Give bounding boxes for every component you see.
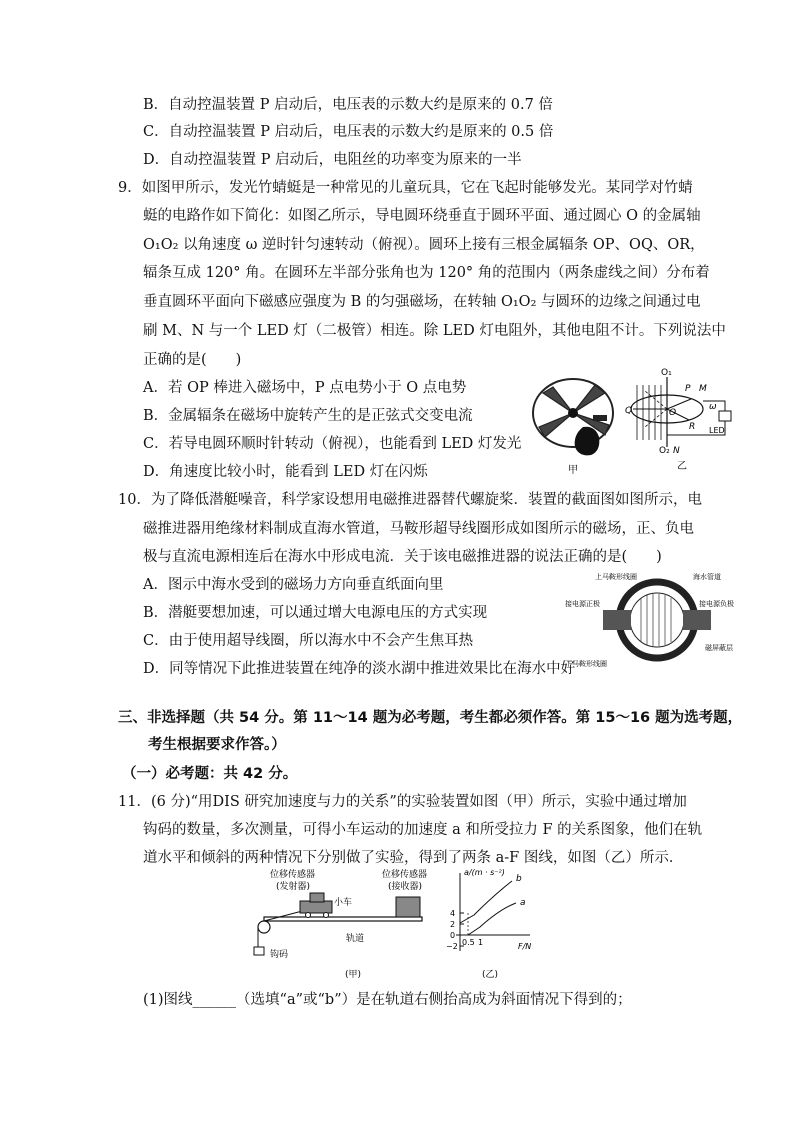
q11-tick-4: 4: [450, 909, 456, 918]
q11-caption-jia: (甲): [345, 970, 362, 980]
q9-stem-line1: 9．如图甲所示，发光竹蜻蜓是一种常见的儿童玩具，它在飞起时能够发光。某同学对竹蜻: [118, 180, 693, 196]
q10-option-c: C．由于使用超导线圈，所以海水中不会产生焦耳热: [143, 633, 474, 649]
q10-label-negative: 接电源负极: [699, 600, 734, 608]
q10-label-positive: 接电源正极: [565, 600, 600, 608]
q9-option-a: A．若 OP 棒进入磁场中，P 点电势小于 O 点电势: [143, 380, 467, 396]
q9-label-m: M: [699, 384, 707, 394]
q9-stem-line7: 正确的是( ): [143, 352, 242, 368]
q11-subquestion-1: (1)图线______（选填“a”或“b”）是在轨道右侧抬高成为斜面情况下得到的；: [143, 992, 632, 1008]
q11-label-sensor-receiver-sub: (接收器): [388, 882, 423, 892]
q9-figure-yi: [625, 365, 750, 475]
q10-label-lower-coil: 下马鞍形线圈: [565, 660, 607, 668]
q9-stem-line3: O₁O₂ 以角速度 ω 逆时针匀速转动（俯视）。圆环上接有三根金属辐条 OP、OQ、OR，: [143, 237, 705, 253]
q11-line-b-label: b: [516, 874, 522, 884]
q11-figure-yi: [430, 865, 550, 985]
q9-stem-line2: 蜓的电路作如下简化：如图乙所示，导电圆环绕垂直于圆环平面、通过圆心 O 的金属轴: [143, 208, 701, 224]
q9-stem-line4: 辐条互成 120° 角。在圆环左半部分张角也为 120° 角的范围内（两条虚线之间）分布着: [143, 265, 710, 281]
q11-label-weight: 钩码: [270, 950, 289, 960]
q8-option-c: C．自动控温装置 P 启动后，电压表的示数大约是原来的 0.5 倍: [143, 124, 554, 140]
q10-label-shield: 磁屏蔽层: [705, 644, 733, 652]
q11-label-sensor-emitter-sub: (发射器): [276, 882, 311, 892]
section3-heading-line1: 三、非选择题（共 54 分。第 11～14 题为必考题，考生都必须作答。第 15～16 题为选考题，: [118, 710, 743, 726]
q11-tick-neg2: −2: [446, 942, 458, 951]
q11-stem-line2: 钩码的数量，多次测量，可得小车运动的加速度 a 和所受拉力 F 的关系图象，他们在轨: [143, 822, 703, 838]
q11-label-track: 轨道: [346, 934, 365, 944]
q11-label-sensor-emitter: 位移传感器: [270, 870, 316, 880]
q9-label-o1: O₁: [661, 368, 672, 378]
q11-tick-0: 0: [450, 931, 456, 940]
q10-option-b: B．潜艇要想加速，可以通过增大电源电压的方式实现: [143, 605, 488, 621]
q9-option-d: D．角速度比较小时，能看到 LED 灯在闪烁: [143, 464, 428, 480]
q9-label-p: P: [685, 384, 691, 394]
q8-option-d: D．自动控温装置 P 启动后，电阻丝的功率变为原来的一半: [143, 152, 522, 168]
q11-stem-line3: 道水平和倾斜的两种情况下分别做了实验，得到了两条 a-F 图线，如图（乙）所示．: [143, 850, 684, 866]
q9-label-omega: ω: [709, 402, 717, 412]
q11-line-a-label: a: [520, 898, 526, 908]
q11-label-car: 小车: [334, 898, 353, 908]
q11-label-sensor-receiver: 位移传感器: [382, 870, 428, 880]
q11-xlabel: F/N: [518, 942, 532, 951]
q9-figure-jia: [525, 375, 625, 475]
q9-label-o2: O₂: [659, 446, 670, 456]
q10-stem-line1: 10．为了降低潜艇噪音，科学家设想用电磁推进器替代螺旋桨．装置的截面图如图所示，电: [118, 492, 702, 508]
q9-figure-jia-caption: 甲: [568, 465, 578, 475]
q9-label-n: N: [673, 446, 680, 456]
q9-label-q: Q: [625, 406, 633, 416]
q9-stem-line5: 垂直圆环平面向下磁感应强度为 B 的匀强磁场，在转轴 O₁O₂ 与圆环的边缘之间通过电: [143, 294, 701, 310]
q9-label-o: O: [669, 408, 677, 418]
q11-stem-line1: 11．(6 分)“用DIS 研究加速度与力的关系”的实验装置如图（甲）所示，实验中通过增加: [118, 794, 687, 810]
q11-tick-1: 1: [478, 938, 484, 947]
q11-tick-0-5: 0.5: [462, 938, 475, 947]
q10-label-pipe: 海水管道: [693, 573, 721, 581]
q9-option-b: B．金属辐条在磁场中旋转产生的是正弦式交变电流: [143, 408, 473, 424]
q9-option-c: C．若导电圆环顺时针转动（俯视），也能看到 LED 灯发光: [143, 436, 522, 452]
q10-stem-line2: 磁推进器用绝缘材料制成直海水管道，马鞍形超导线圈形成如图所示的磁场，正、负电: [143, 521, 694, 537]
q10-label-upper-coil: 上马鞍形线圈: [595, 573, 637, 581]
q9-stem-line6: 刷 M、N 与一个 LED 灯（二极管）相连。除 LED 灯电阻外，其他电阻不计。下列说法中: [143, 323, 726, 339]
q10-stem-line3: 极与直流电源相连后在海水中形成电流．关于该电磁推进器的说法正确的是( ): [143, 549, 662, 565]
q9-figure-yi-caption: 乙: [677, 461, 687, 472]
q10-figure: [565, 570, 745, 670]
section3-heading-line2: 考生根据要求作答。）: [148, 737, 286, 753]
q8-option-b: B．自动控温装置 P 启动后，电压表的示数大约是原来的 0.7 倍: [143, 97, 553, 113]
q11-figure-jia: [250, 865, 435, 985]
q11-tick-2: 2: [450, 920, 456, 929]
q11-caption-yi: (乙): [482, 970, 499, 980]
section3-subheading: （一）必考题：共 42 分。: [122, 766, 298, 782]
q10-option-d: D．同等情况下此推进装置在纯净的淡水湖中推进效果比在海水中好: [143, 661, 576, 677]
q9-label-led: LED: [709, 426, 725, 435]
q9-label-r: R: [689, 422, 696, 432]
q11-ylabel: a/(m · s⁻²): [464, 868, 505, 877]
q10-option-a: A．图示中海水受到的磁场力方向垂直纸面向里: [143, 577, 444, 593]
